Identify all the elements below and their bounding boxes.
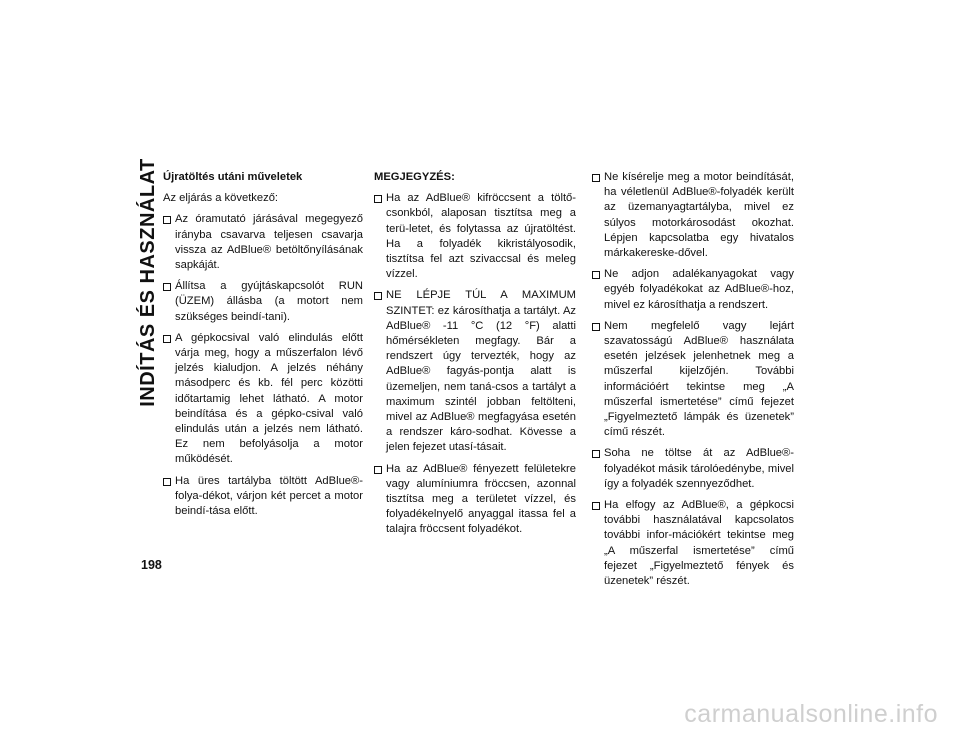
list-item: NE LÉPJE TÚL A MAXIMUM SZINTET: ez károsíthatja a tartályt. Az AdBlue® -11 °C (12 °F) alatti hőmérsékleten megfagy. Bár a rendszert úgy tervezték, hogy az AdBlue® fagyás-pontja alatt is üzemeljen, nem taná-csos a tartályt a maximum szintél jobban feltölteni, mivel az AdBlue® megfagyása esetén a rendszer káro-sodhat. Kövesse a jelen fejezet utasí-tásait.: [374, 288, 576, 455]
list-item: Ne adjon adalékanyagokat vagy egyéb folyadékokat az AdBlue®-hoz, mivel ez károsíthatja a rendszert.: [592, 267, 794, 313]
section-side-tab: [133, 157, 163, 407]
list-item: Ha üres tartályba töltött AdBlue®-folya-dékot, várjon két percet a motor beindí-tása előtt.: [163, 474, 363, 520]
watermark: carmanualsonline.info: [684, 700, 938, 728]
warning-list: [592, 170, 794, 589]
page-number: 198: [141, 558, 162, 572]
column-2: [374, 170, 576, 544]
note-list: [374, 191, 576, 537]
note-heading: MEGJEGYZÉS:: [374, 171, 455, 183]
column-1: [163, 170, 363, 525]
list-item: Ha az AdBlue® fényezett felületekre vagy alumíniumra fröccsen, azonnal tisztítsa meg a területet vízzel, és folyadékelnyelő anyaggal itassa fel a talajra fröccsent folyadékot.: [374, 462, 576, 538]
list-item: Soha ne töltse át az AdBlue®-folyadékot másik tárolóedénybe, mivel így a folyadék szennyeződhet.: [592, 446, 794, 492]
list-item: Ne kísérelje meg a motor beindítását, ha véletlenül AdBlue®-folyadék került az üzemanyagtartályba, mivel ez súlyos motorkárosodást okozhat. Lépjen kapcsolatba egy hivatalos márkakereske-dővel.: [592, 170, 794, 261]
procedure-list: [163, 212, 363, 519]
section-heading: Újratöltés utáni műveletek: [163, 171, 303, 183]
intro-text: Az eljárás a következő:: [163, 192, 279, 205]
list-item: Az óramutató járásával megegyező irányba csavarva teljesen csavarja vissza az AdBlue® betöltőnyílásának sapkáját.: [163, 212, 363, 273]
list-item: Nem megfelelő vagy lejárt szavatosságú AdBlue® használata esetén jelzések jelenhetnek meg a műszerfal kijelzőjén. További információért tekintse meg „A műszerfal ismertetése” című fejezet „Figyelmeztető lámpák és üzenetek” című részét.: [592, 319, 794, 441]
column-3: [592, 170, 794, 595]
list-item: Ha az AdBlue® kifröccsent a töltő-csonkból, alaposan tisztítsa meg a terü-letet, és folytassa az újratöltést. Ha a folyadék kikristályosodik, tisztítsa fel azt szivaccsal és meleg vízzel.: [374, 191, 576, 282]
list-item: Állítsa a gyújtáskapcsolót RUN (ÜZEM) állásba (a motort nem szükséges beindí-tani).: [163, 279, 363, 325]
list-item: Ha elfogy az AdBlue®, a gépkocsi további használatával kapcsolatos további infor-mációkért tekintse meg „A műszerfal ismertetése” című fejezet „Figyelmeztető fények és üzenetek” részét.: [592, 498, 794, 589]
section-title: INDÍTÁS ÉS HASZNÁLAT: [136, 157, 159, 407]
list-item: A gépkocsival való elindulás előtt várja meg, hogy a műszerfalon lévő jelzés kialudjon. A jelzés néhány másodperc és kb. fél perc közötti időtartamig lehet látható. A motor beindítása és a gépko-csival való elindulás után a jelzés nem látható. Ez nem befolyásolja a motor működését.: [163, 331, 363, 468]
